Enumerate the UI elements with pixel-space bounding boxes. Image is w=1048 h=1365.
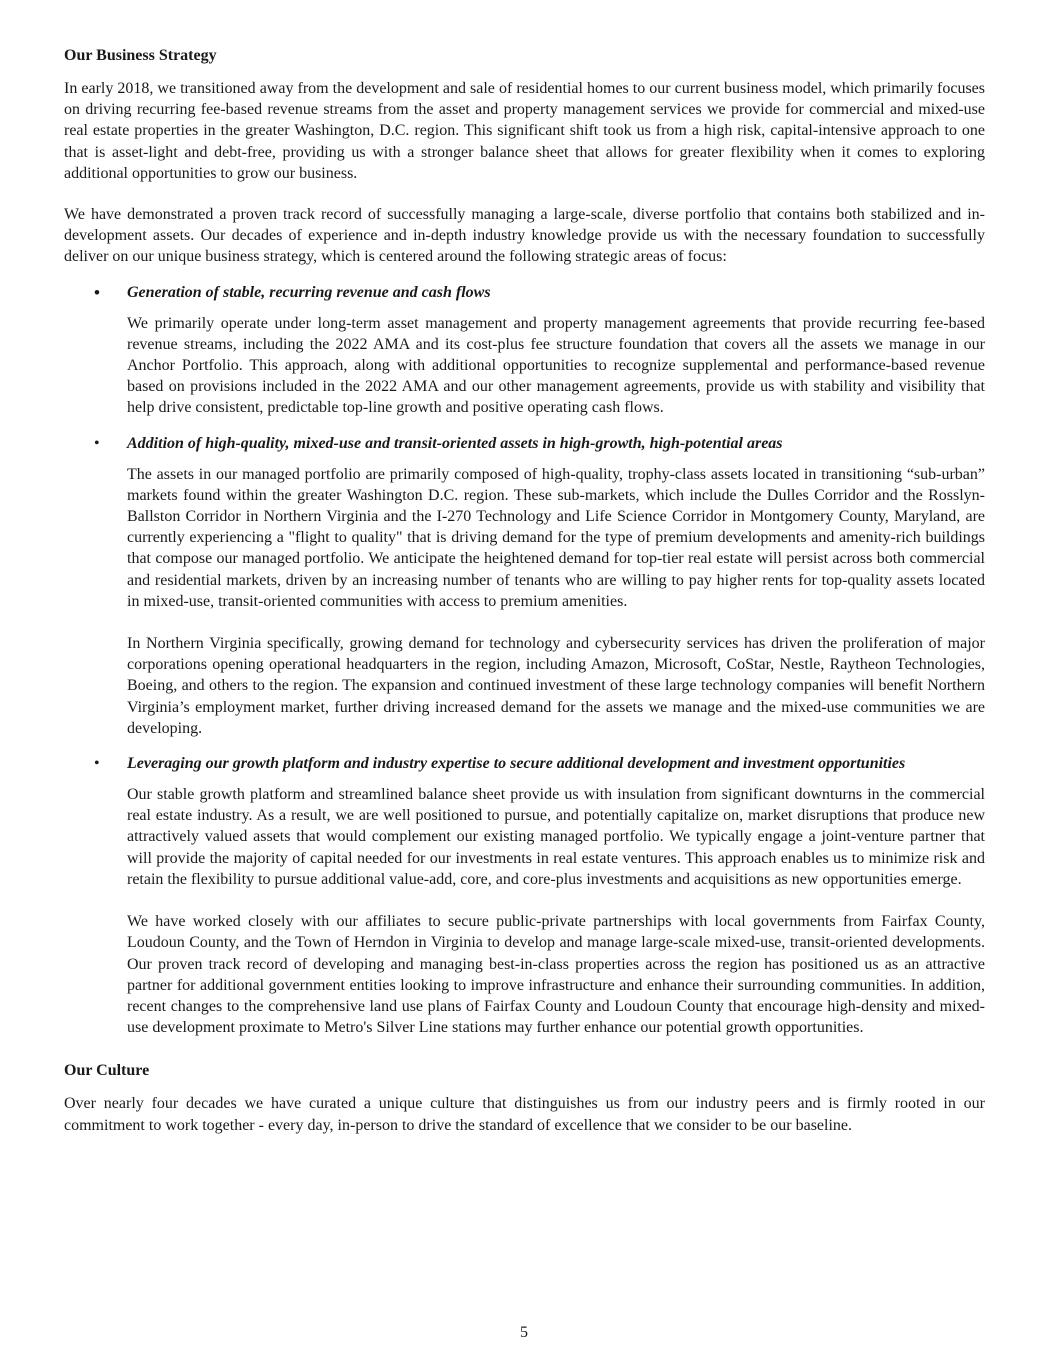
bullet-revenue [64,282,985,419]
bullet-title [64,433,985,454]
bullet-title-text: Leveraging our growth platform and industry expertise to secure additional development and investment opportunities [127,755,906,773]
page-number: 5 [520,1324,528,1341]
bullet-icon: • [94,755,100,773]
section-heading-strategy: Our Business Strategy [64,47,217,64]
bullet-icon: • [94,434,100,452]
bullet-title [64,282,985,303]
document-page [64,45,985,1156]
bullet-paragraph: We primarily operate under long-term asset management and property management agreements that provide recurring fee-based revenue streams, including the 2022 AMA and its cost-plus fee structure foundation that covers all the assets we manage in our Anchor Portfolio. This approach, along with additional opportunities to recognize supplemental and performance-based revenue based on provisions included in the 2022 AMA and our other management agreements, provide us with stability and visibility that help drive consistent, predictable top-line growth and positive operating cash flows. [127,314,985,417]
bullet-growth [64,753,985,1038]
bullet-title-text: Addition of high-quality, mixed-use and transit-oriented assets in high-growth, high-potential areas [127,434,783,452]
strategy-track-record-paragraph: We have demonstrated a proven track record of successfully managing a large-scale, diverse portfolio that contains both stabilized and in-development assets. Our decades of experience and in-depth industry knowledge provide us with the necessary foundation to successfully deliver on our unique business strategy, which is centered around the following strategic areas of focus: [64,206,985,266]
bullet-paragraph: In Northern Virginia specifically, growing demand for technology and cybersecurity services has driven the proliferation of major corporations opening operational headquarters in the region, including Amazon, Microsoft, CoStar, Nestle, Raytheon Technologies, Boeing, and others to the region. The expansion and continued investment of these large technology companies will benefit Northern Virginia’s employment market, further driving increased demand for the assets we manage and the mixed-use communities we are developing. [127,635,985,737]
bullet-paragraph: We have worked closely with our affiliates to secure public-private partnerships with local governments from Fairfax County, Loudoun County, and the Town of Herndon in Virginia to develop and manage large-scale mixed-use, transit-oriented developments. Our proven track record of developing and managing best-in-class properties across the region has positioned us as an attractive partner for additional government entities looking to improve infrastructure and enhance their surrounding communities. In addition, recent changes to the comprehensive land use plans of Fairfax County and Loudoun County that encourage high-density and mixed-use development proximate to Metro's Silver Line stations may further enhance our potential growth opportunities. [127,913,985,1037]
bullet-title-text: Generation of stable, recurring revenue and cash flows [127,283,491,301]
culture-paragraph: Over nearly four decades we have curated a unique culture that distinguishes us from our industry peers and is firmly rooted in our commitment to work together - every day, in-person to drive the standard of excellence that we consider to be our baseline. [64,1095,985,1134]
section-heading-culture: Our Culture [64,1062,150,1080]
bullet-assets [64,433,985,739]
bullet-icon: • [94,282,100,302]
bullet-paragraph: The assets in our managed portfolio are primarily composed of high-quality, trophy-class assets located in transitioning “sub-urban” markets found within the greater Washington D.C. region. These sub-markets, which include the Dulles Corridor and the Rosslyn-Ballston Corridor in Northern Virginia and the I-270 Technology and Life Science Corridor in Montgomery County, Maryland, are currently experiencing a "flight to quality" that is driving demand for the type of premium developments and amenity-rich buildings that compose our managed portfolio. We anticipate the heightened demand for top-tier real estate will persist across both commercial and residential markets, driven by an increasing number of tenants who are willing to pay higher rents for top-quality assets located in mixed-use, transit-oriented communities with access to premium amenities. [127,465,985,610]
strategy-intro-paragraph: In early 2018, we transitioned away from the development and sale of residential homes to our current business model, which primarily focuses on driving recurring fee-based revenue streams from the asset and property management services we provide for commercial and mixed-use real estate properties in the greater Washington, D.C. region. This significant shift took us from a high risk, capital-intensive approach to one that is asset-light and debt-free, providing us with a stronger balance sheet that allows for greater flexibility when it comes to exploring additional opportunities to grow our business. [64,80,985,182]
bullet-paragraph: Our stable growth platform and streamlined balance sheet provide us with insulation from significant downturns in the commercial real estate industry. As a result, we are well positioned to pursue, and potentially capitalize on, market disruptions that produce new attractively valued assets that would complement our existing managed portfolio. We typically engage a joint-venture partner that will provide the majority of capital needed for our investments in real estate ventures. This approach enables us to minimize risk and retain the flexibility to pursue additional value-add, core, and core-plus investments and acquisitions as new opportunities emerge. [127,786,985,888]
bullet-title [64,753,985,774]
